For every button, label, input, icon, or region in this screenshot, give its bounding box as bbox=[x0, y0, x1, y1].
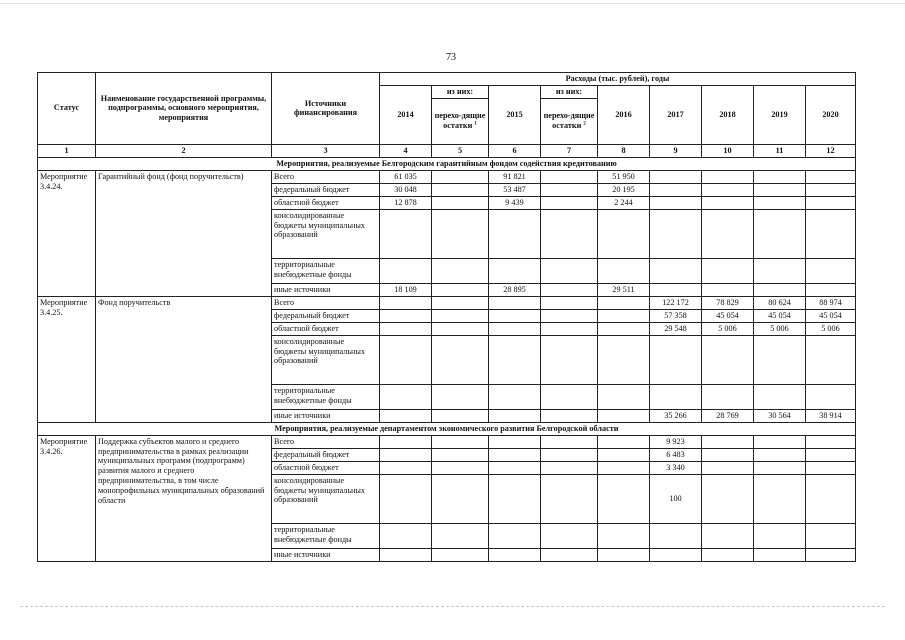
budget-table bbox=[37, 72, 856, 562]
value-cell bbox=[489, 322, 541, 335]
funding-source: территориальные внебюджетные фонды bbox=[272, 384, 380, 409]
value-cell: 9 439 bbox=[489, 196, 541, 209]
table-body bbox=[38, 157, 856, 561]
value-cell: 45 054 bbox=[806, 309, 856, 322]
funding-source: федеральный бюджет bbox=[272, 448, 380, 461]
header-name: Наименование государственной программы, подпрограммы, основного мероприятия, мероприятия bbox=[96, 73, 272, 145]
value-cell bbox=[702, 461, 754, 474]
value-cell bbox=[380, 448, 432, 461]
funding-source: консолидированные бюджеты муниципальных образований bbox=[272, 209, 380, 258]
value-cell: 29 548 bbox=[650, 322, 702, 335]
header-year-2015: 2015 bbox=[489, 85, 541, 144]
header-year-2019: 2019 bbox=[754, 85, 806, 144]
measure-name: Фонд поручительств bbox=[96, 296, 272, 422]
funding-source: Всего bbox=[272, 170, 380, 183]
value-cell bbox=[380, 209, 432, 258]
header-year-2020: 2020 bbox=[806, 85, 856, 144]
value-cell bbox=[432, 296, 489, 309]
value-cell bbox=[702, 435, 754, 448]
value-cell bbox=[754, 335, 806, 384]
value-cell bbox=[432, 461, 489, 474]
value-cell: 18 109 bbox=[380, 283, 432, 296]
value-cell bbox=[541, 183, 598, 196]
value-cell bbox=[598, 523, 650, 548]
value-cell bbox=[489, 461, 541, 474]
value-cell bbox=[650, 170, 702, 183]
value-cell bbox=[489, 409, 541, 422]
funding-source: областной бюджет bbox=[272, 322, 380, 335]
value-cell bbox=[541, 448, 598, 461]
value-cell bbox=[702, 474, 754, 523]
value-cell bbox=[541, 309, 598, 322]
value-cell bbox=[489, 296, 541, 309]
value-cell bbox=[598, 435, 650, 448]
header-of-which-1: из них: bbox=[432, 85, 489, 98]
value-cell bbox=[432, 523, 489, 548]
funding-source: Всего bbox=[272, 435, 380, 448]
value-cell bbox=[541, 283, 598, 296]
value-cell: 30 048 bbox=[380, 183, 432, 196]
value-cell: 53 487 bbox=[489, 183, 541, 196]
funding-source: федеральный бюджет bbox=[272, 183, 380, 196]
value-cell bbox=[754, 283, 806, 296]
header-carryover-2: перехо-дящие остатки $^2$ bbox=[541, 98, 598, 144]
value-cell bbox=[598, 548, 650, 561]
value-cell bbox=[702, 170, 754, 183]
value-cell bbox=[598, 309, 650, 322]
measure-status: Мероприятие 3.4.24. bbox=[38, 170, 96, 296]
value-cell bbox=[806, 170, 856, 183]
value-cell bbox=[541, 435, 598, 448]
value-cell bbox=[380, 384, 432, 409]
value-cell bbox=[702, 258, 754, 283]
value-cell bbox=[432, 196, 489, 209]
value-cell bbox=[541, 196, 598, 209]
value-cell bbox=[541, 548, 598, 561]
value-cell bbox=[541, 384, 598, 409]
funding-source: областной бюджет bbox=[272, 461, 380, 474]
value-cell: 9 923 bbox=[650, 435, 702, 448]
header-year-2018: 2018 bbox=[702, 85, 754, 144]
value-cell: 30 564 bbox=[754, 409, 806, 422]
value-cell bbox=[598, 258, 650, 283]
value-cell bbox=[380, 296, 432, 309]
value-cell bbox=[754, 384, 806, 409]
value-cell: 28 895 bbox=[489, 283, 541, 296]
value-cell bbox=[806, 384, 856, 409]
value-cell bbox=[650, 335, 702, 384]
value-cell bbox=[432, 384, 489, 409]
value-cell bbox=[806, 196, 856, 209]
measure-name: Поддержка субъектов малого и среднего предпринимательства в рамках реализации муниципальных программ (подпрограмм) развития малого и среднего предпринимательства, в том числе монопрофильных муниципальных образований области bbox=[96, 435, 272, 561]
header-carryover-1: перехо-дящие остатки $^1$ bbox=[432, 98, 489, 144]
value-cell: 5 006 bbox=[754, 322, 806, 335]
value-cell bbox=[598, 474, 650, 523]
value-cell bbox=[432, 283, 489, 296]
value-cell bbox=[380, 435, 432, 448]
value-cell bbox=[806, 283, 856, 296]
value-cell: 5 006 bbox=[806, 322, 856, 335]
value-cell bbox=[489, 474, 541, 523]
value-cell bbox=[489, 209, 541, 258]
page-number: 73 bbox=[446, 52, 456, 63]
section-title: Мероприятия, реализуемые департаментом экономического развития Белгородской области bbox=[38, 422, 856, 435]
value-cell bbox=[806, 523, 856, 548]
value-cell bbox=[489, 448, 541, 461]
value-cell: 45 054 bbox=[754, 309, 806, 322]
value-cell bbox=[432, 548, 489, 561]
funding-source: федеральный бюджет bbox=[272, 309, 380, 322]
value-cell: 80 624 bbox=[754, 296, 806, 309]
value-cell bbox=[598, 335, 650, 384]
value-cell bbox=[432, 335, 489, 384]
value-cell bbox=[650, 209, 702, 258]
table-row bbox=[38, 296, 856, 309]
value-cell bbox=[432, 170, 489, 183]
value-cell bbox=[806, 258, 856, 283]
funding-source: иные источники bbox=[272, 283, 380, 296]
value-cell bbox=[650, 258, 702, 283]
value-cell bbox=[754, 183, 806, 196]
value-cell bbox=[380, 322, 432, 335]
value-cell: 35 266 bbox=[650, 409, 702, 422]
value-cell bbox=[380, 258, 432, 283]
value-cell bbox=[650, 283, 702, 296]
value-cell bbox=[380, 409, 432, 422]
value-cell bbox=[754, 170, 806, 183]
value-cell bbox=[380, 309, 432, 322]
value-cell bbox=[432, 435, 489, 448]
section-title: Мероприятия, реализуемые Белгородским гарантийным фондом содействия кредитованию bbox=[38, 157, 856, 170]
funding-source: консолидированные бюджеты муниципальных образований bbox=[272, 474, 380, 523]
value-cell bbox=[702, 335, 754, 384]
value-cell: 6 483 bbox=[650, 448, 702, 461]
value-cell bbox=[598, 409, 650, 422]
header-year-2017: 2017 bbox=[650, 85, 702, 144]
value-cell: 51 950 bbox=[598, 170, 650, 183]
value-cell: 20 195 bbox=[598, 183, 650, 196]
measure-status: Мероприятие 3.4.25. bbox=[38, 296, 96, 422]
top-edge-line bbox=[0, 3, 905, 4]
value-cell bbox=[380, 523, 432, 548]
value-cell bbox=[598, 461, 650, 474]
value-cell bbox=[806, 209, 856, 258]
page-bottom-divider bbox=[20, 606, 885, 607]
value-cell bbox=[754, 258, 806, 283]
header-year-2014: 2014 bbox=[380, 85, 432, 144]
value-cell bbox=[598, 322, 650, 335]
value-cell bbox=[432, 258, 489, 283]
value-cell: 38 914 bbox=[806, 409, 856, 422]
value-cell bbox=[702, 448, 754, 461]
value-cell bbox=[432, 309, 489, 322]
funding-source: иные источники bbox=[272, 409, 380, 422]
value-cell bbox=[806, 548, 856, 561]
value-cell bbox=[650, 384, 702, 409]
value-cell bbox=[702, 183, 754, 196]
funding-source: консолидированные бюджеты муниципальных образований bbox=[272, 335, 380, 384]
funding-source: областной бюджет bbox=[272, 196, 380, 209]
value-cell bbox=[380, 474, 432, 523]
value-cell: 61 035 bbox=[380, 170, 432, 183]
table-header bbox=[38, 73, 856, 158]
value-cell bbox=[489, 335, 541, 384]
value-cell bbox=[489, 258, 541, 283]
value-cell bbox=[806, 435, 856, 448]
table-row bbox=[38, 170, 856, 183]
value-cell bbox=[806, 335, 856, 384]
value-cell bbox=[650, 548, 702, 561]
value-cell bbox=[432, 322, 489, 335]
value-cell bbox=[754, 523, 806, 548]
value-cell bbox=[806, 474, 856, 523]
value-cell bbox=[541, 409, 598, 422]
value-cell: 3 340 bbox=[650, 461, 702, 474]
value-cell: 100 bbox=[650, 474, 702, 523]
value-cell: 5 006 bbox=[702, 322, 754, 335]
value-cell bbox=[541, 523, 598, 548]
value-cell bbox=[380, 335, 432, 384]
value-cell bbox=[432, 448, 489, 461]
value-cell bbox=[702, 548, 754, 561]
value-cell bbox=[650, 523, 702, 548]
value-cell bbox=[598, 209, 650, 258]
value-cell bbox=[541, 258, 598, 283]
value-cell bbox=[541, 170, 598, 183]
value-cell bbox=[754, 196, 806, 209]
value-cell bbox=[598, 296, 650, 309]
value-cell bbox=[489, 523, 541, 548]
table-row bbox=[38, 435, 856, 448]
funding-source: территориальные внебюджетные фонды bbox=[272, 523, 380, 548]
value-cell bbox=[702, 384, 754, 409]
value-cell bbox=[541, 322, 598, 335]
value-cell bbox=[754, 435, 806, 448]
value-cell: 122 172 bbox=[650, 296, 702, 309]
funding-source: иные источники bbox=[272, 548, 380, 561]
value-cell bbox=[541, 209, 598, 258]
header-year-2016: 2016 bbox=[598, 85, 650, 144]
value-cell: 78 829 bbox=[702, 296, 754, 309]
value-cell bbox=[806, 448, 856, 461]
column-numbers-row: 1 2 3 4 5 6 7 8 9 10 11 12 bbox=[38, 144, 856, 157]
value-cell bbox=[754, 474, 806, 523]
value-cell: 57 358 bbox=[650, 309, 702, 322]
value-cell bbox=[650, 196, 702, 209]
value-cell bbox=[650, 183, 702, 196]
value-cell bbox=[380, 461, 432, 474]
value-cell bbox=[541, 461, 598, 474]
value-cell bbox=[489, 309, 541, 322]
funding-source: территориальные внебюджетные фонды bbox=[272, 258, 380, 283]
value-cell bbox=[806, 183, 856, 196]
value-cell bbox=[754, 448, 806, 461]
value-cell bbox=[541, 474, 598, 523]
value-cell: 91 821 bbox=[489, 170, 541, 183]
value-cell bbox=[489, 435, 541, 448]
value-cell: 12 878 bbox=[380, 196, 432, 209]
value-cell: 28 769 bbox=[702, 409, 754, 422]
measure-name: Гарантийный фонд (фонд поручительств) bbox=[96, 170, 272, 296]
value-cell bbox=[432, 409, 489, 422]
value-cell: 45 054 bbox=[702, 309, 754, 322]
value-cell bbox=[598, 448, 650, 461]
value-cell bbox=[702, 283, 754, 296]
value-cell bbox=[489, 548, 541, 561]
value-cell bbox=[806, 461, 856, 474]
value-cell bbox=[702, 196, 754, 209]
value-cell bbox=[432, 209, 489, 258]
value-cell: 88 974 bbox=[806, 296, 856, 309]
value-cell: 2 244 bbox=[598, 196, 650, 209]
header-sources: Источники финансирования bbox=[272, 73, 380, 145]
header-of-which-2: из них: bbox=[541, 85, 598, 98]
value-cell bbox=[489, 384, 541, 409]
section-row bbox=[38, 157, 856, 170]
header-expenses: Расходы (тыс. рублей), годы bbox=[380, 73, 856, 86]
value-cell bbox=[702, 209, 754, 258]
value-cell bbox=[754, 548, 806, 561]
section-row bbox=[38, 422, 856, 435]
funding-source: Всего bbox=[272, 296, 380, 309]
value-cell bbox=[702, 523, 754, 548]
value-cell bbox=[541, 335, 598, 384]
value-cell bbox=[432, 474, 489, 523]
value-cell bbox=[541, 296, 598, 309]
value-cell bbox=[380, 548, 432, 561]
value-cell bbox=[754, 461, 806, 474]
measure-status: Мероприятие 3.4.26. bbox=[38, 435, 96, 561]
value-cell bbox=[598, 384, 650, 409]
header-status: Статус bbox=[38, 73, 96, 145]
value-cell bbox=[432, 183, 489, 196]
value-cell: 29 511 bbox=[598, 283, 650, 296]
value-cell bbox=[754, 209, 806, 258]
